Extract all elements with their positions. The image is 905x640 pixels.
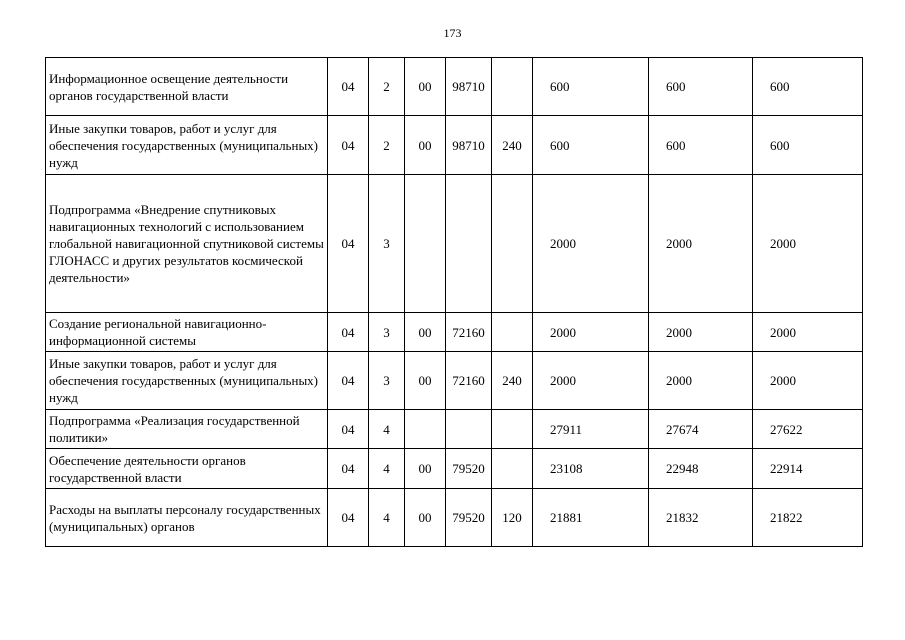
amount-year-2: 600 — [649, 58, 753, 116]
expense-type-code — [492, 175, 533, 313]
amount-year-3: 2000 — [753, 313, 863, 352]
subprogram-code: 00 — [405, 449, 446, 489]
row-name: Обеспечение деятельности органов государственной власти — [46, 449, 328, 489]
table-row — [46, 449, 863, 489]
page-number: 173 — [443, 26, 462, 40]
subprogram-code: 00 — [405, 489, 446, 547]
amount-year-1: 600 — [533, 58, 649, 116]
subprogram-code: 00 — [405, 352, 446, 410]
row-name: Создание региональной навигационно-информационной системы — [46, 313, 328, 352]
target-code: 72160 — [446, 352, 492, 410]
table-row — [46, 489, 863, 547]
expense-type-code: 240 — [492, 352, 533, 410]
section-code: 04 — [328, 58, 369, 116]
amount-year-1: 2000 — [533, 352, 649, 410]
target-code — [446, 410, 492, 449]
subprogram-code: 00 — [405, 58, 446, 116]
row-name: Иные закупки товаров, работ и услуг для обеспечения государственных (муниципальных) нужд — [46, 352, 328, 410]
subprogram-code: 00 — [405, 313, 446, 352]
expense-type-code — [492, 449, 533, 489]
table-row — [46, 313, 863, 352]
section-code: 04 — [328, 352, 369, 410]
subprogram-code: 00 — [405, 116, 446, 175]
row-name: Подпрограмма «Внедрение спутниковых навигационных технологий с использованием глобальной навигационной спутниковой системы ГЛОНАСС и других результатов космической деятельности» — [46, 175, 328, 313]
table-row — [46, 175, 863, 313]
expense-type-code: 120 — [492, 489, 533, 547]
amount-year-3: 2000 — [753, 175, 863, 313]
amount-year-3: 22914 — [753, 449, 863, 489]
program-code: 2 — [369, 116, 405, 175]
table-row — [46, 58, 863, 116]
target-code — [446, 175, 492, 313]
target-code: 72160 — [446, 313, 492, 352]
program-code: 4 — [369, 449, 405, 489]
program-code: 3 — [369, 313, 405, 352]
row-name: Расходы на выплаты персоналу государственных (муниципальных) органов — [46, 489, 328, 547]
budget-table — [45, 57, 863, 547]
target-code: 79520 — [446, 489, 492, 547]
amount-year-2: 21832 — [649, 489, 753, 547]
amount-year-2: 27674 — [649, 410, 753, 449]
amount-year-2: 22948 — [649, 449, 753, 489]
program-code: 3 — [369, 352, 405, 410]
amount-year-1: 23108 — [533, 449, 649, 489]
section-code: 04 — [328, 116, 369, 175]
expense-type-code — [492, 313, 533, 352]
row-name: Подпрограмма «Реализация государственной политики» — [46, 410, 328, 449]
row-name: Информационное освещение деятельности органов государственной власти — [46, 58, 328, 116]
target-code: 98710 — [446, 116, 492, 175]
expense-type-code — [492, 58, 533, 116]
subprogram-code — [405, 175, 446, 313]
program-code: 2 — [369, 58, 405, 116]
table-row — [46, 352, 863, 410]
table-row — [46, 410, 863, 449]
program-code: 3 — [369, 175, 405, 313]
section-code: 04 — [328, 410, 369, 449]
expense-type-code — [492, 410, 533, 449]
target-code: 79520 — [446, 449, 492, 489]
section-code: 04 — [328, 313, 369, 352]
amount-year-2: 2000 — [649, 352, 753, 410]
program-code: 4 — [369, 489, 405, 547]
amount-year-3: 27622 — [753, 410, 863, 449]
amount-year-2: 600 — [649, 116, 753, 175]
amount-year-2: 2000 — [649, 175, 753, 313]
section-code: 04 — [328, 175, 369, 313]
amount-year-2: 2000 — [649, 313, 753, 352]
amount-year-1: 2000 — [533, 175, 649, 313]
target-code: 98710 — [446, 58, 492, 116]
amount-year-1: 2000 — [533, 313, 649, 352]
section-code: 04 — [328, 449, 369, 489]
section-code: 04 — [328, 489, 369, 547]
amount-year-1: 27911 — [533, 410, 649, 449]
amount-year-3: 2000 — [753, 352, 863, 410]
amount-year-1: 600 — [533, 116, 649, 175]
amount-year-3: 600 — [753, 58, 863, 116]
subprogram-code — [405, 410, 446, 449]
amount-year-3: 600 — [753, 116, 863, 175]
row-name: Иные закупки товаров, работ и услуг для обеспечения государственных (муниципальных) нужд — [46, 116, 328, 175]
amount-year-1: 21881 — [533, 489, 649, 547]
expense-type-code: 240 — [492, 116, 533, 175]
table-row — [46, 116, 863, 175]
program-code: 4 — [369, 410, 405, 449]
amount-year-3: 21822 — [753, 489, 863, 547]
